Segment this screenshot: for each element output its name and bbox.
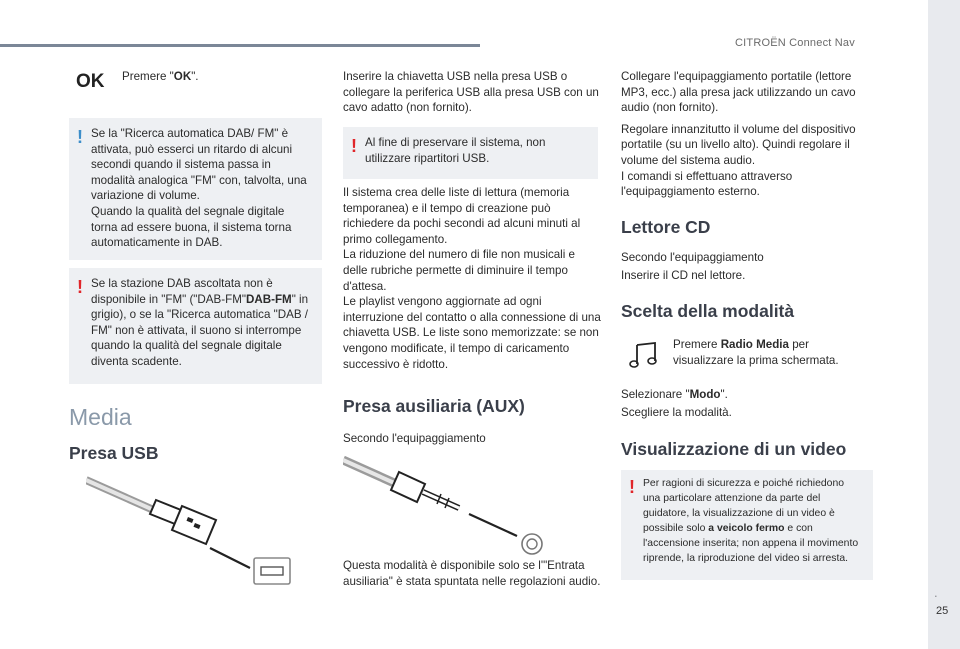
playlist-paragraph: Le playlist vengono aggiornate ad ogni interruzione del contatto o alla connessione di una chiavetta USB. Le liste sono memorizzate: se non vengono modificate, il tempo di caricamento successivo è ridotto. <box>343 295 601 371</box>
continuation-mark: . <box>934 585 938 600</box>
warning-exclamation-icon: ! <box>629 477 635 497</box>
warning-box-text: Al fine di preservare il sistema, non utilizzare ripartitori USB. <box>365 136 546 165</box>
aux-mode-note: Questa modalità è disponibile solo se l'"Entrata ausiliaria" è stata spuntata nelle regolazioni audio. <box>343 559 601 588</box>
warning-exclamation-icon: ! <box>77 277 83 297</box>
aux-equipment-note: Secondo l'equipaggiamento <box>343 432 486 445</box>
warning-box-text: Se la stazione DAB ascoltata non è disponibile in "FM" ("DAB-FM"DAB-FM" in grigio), o se la "Ricerca automatica "DAB / FM" non è attivata, il suono si interrompe quando la qualità del segnale digitale diventa scadente. <box>91 277 309 368</box>
aux-connect-text: Collegare l'equipaggiamento portatile (lettore MP3, ecc.) alla presa jack utilizzando un cavo audio (non fornito). <box>621 70 856 115</box>
warning-box-video <box>621 470 873 580</box>
info-box-line: Quando la qualità del segnale digitale torna ad essere buona, il sistema torna automaticamente in DAB. <box>91 204 292 250</box>
info-exclamation-icon: ! <box>77 127 83 147</box>
usb-plug-illustration <box>86 472 300 588</box>
ok-instruction: Premere "OK". <box>122 70 199 83</box>
heading-usb: Presa USB <box>69 443 159 463</box>
audio-jack-illustration <box>343 450 553 556</box>
heading-aux: Presa ausiliaria (AUX) <box>343 396 525 416</box>
warning-exclamation-icon: ! <box>351 136 357 156</box>
page-number: 25 <box>936 605 949 617</box>
heading-cd: Lettore CD <box>621 217 711 237</box>
info-box-line: Se la "Ricerca automatica DAB/ FM" è attivata, può esserci un ritardo di alcuni secondi quando il sistema passa in modalità analogica "FM" con, talvolta, una variazione di volume. <box>91 127 307 203</box>
header-rule <box>0 44 480 47</box>
cd-insert-text: Inserire il CD nel lettore. <box>621 269 746 282</box>
usb-intro-text: Inserire la chiavetta USB nella presa USB o collegare la periferica USB alla presa USB con un cavo adatto (non fornito). <box>343 70 599 115</box>
playlist-text-block <box>343 185 601 372</box>
column-3 <box>621 69 877 200</box>
playlist-paragraph: Il sistema crea delle liste di lettura (memoria temporanea) e il tempo di creazione può richiedere da pochi secondi ad alcuni minuti al primo collegamento. <box>343 186 581 246</box>
mode-press-text: Premere Radio Media per visualizzare la prima schermata. <box>673 338 839 367</box>
cd-equipment-note: Secondo l'equipaggiamento <box>621 251 764 264</box>
info-box-dab <box>69 118 322 260</box>
aux-volume-text: Regolare innanzitutto il volume del dispositivo portatile (su un livello alto). Quindi regolare il volume del sistema audio. <box>621 122 856 167</box>
page-edge-strip <box>928 0 960 649</box>
heading-mode: Scelta della modalità <box>621 301 795 321</box>
mode-choose-text: Scegliere la modalità. <box>621 406 732 419</box>
mode-select-text: Selezionare "Modo". <box>621 388 728 401</box>
column-2 <box>343 69 599 122</box>
warning-box-dab <box>69 268 322 384</box>
playlist-paragraph: La riduzione del numero di file non musicali e delle rubriche permette di diminuire il tempo d'attesa. <box>343 248 576 293</box>
warning-box-usb <box>343 127 598 179</box>
brand-label: CITROËN Connect Nav <box>735 37 855 49</box>
section-title-media: Media <box>69 404 132 430</box>
heading-video: Visualizzazione di un video <box>621 439 847 459</box>
music-note-icon <box>629 341 659 369</box>
ok-button-symbol: OK <box>76 71 105 92</box>
aux-control-text: I comandi si effettuano attraverso l'equipaggiamento esterno. <box>621 169 793 199</box>
warning-box-text: Per ragioni di sicurezza e poiché richiedono una particolare attenzione da parte del guidatore, la visualizzazione di un video è possibile solo a veicolo fermo e con l'accensione inserita; non appena il movimento riprende, la riproduzione del video si arresta. <box>643 478 859 564</box>
